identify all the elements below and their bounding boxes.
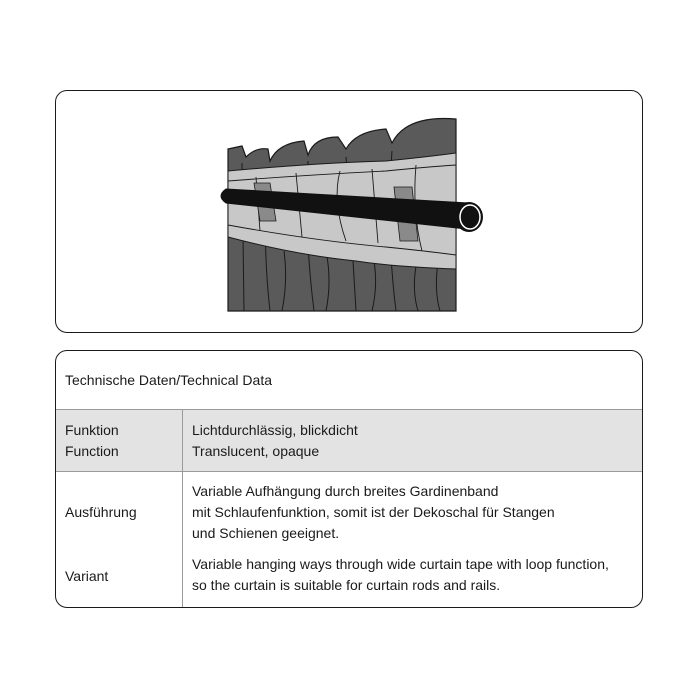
variant-value-en: Variable hanging ways through wide curtain tape with loop function, so the curtain is suitable for curtain rods and rails. <box>192 556 609 593</box>
function-label-de: Funktion <box>65 422 119 438</box>
column-divider <box>182 410 183 471</box>
table-title-row <box>56 351 642 410</box>
rod-end <box>455 202 483 232</box>
table-row-function <box>56 410 642 472</box>
function-value-de: Lichtdurchlässig, blickdicht <box>192 422 358 438</box>
illustration-panel <box>55 90 643 333</box>
table-row-variant <box>56 472 642 608</box>
column-divider <box>182 472 183 608</box>
variant-label-en: Variant <box>65 568 109 584</box>
table-title: Technische Daten/Technical Data <box>65 372 273 388</box>
technical-data-table <box>55 350 643 608</box>
curtain-rod-illustration <box>56 91 644 334</box>
function-label-en: Function <box>65 443 119 459</box>
function-value-en: Translucent, opaque <box>192 443 320 459</box>
variant-label-de: Ausführung <box>65 504 137 520</box>
variant-value-de: Variable Aufhängung durch breites Gardinenband mit Schlaufenfunktion, somit ist der Dekoschal für Stangen und Schienen geeignet. <box>192 483 555 541</box>
